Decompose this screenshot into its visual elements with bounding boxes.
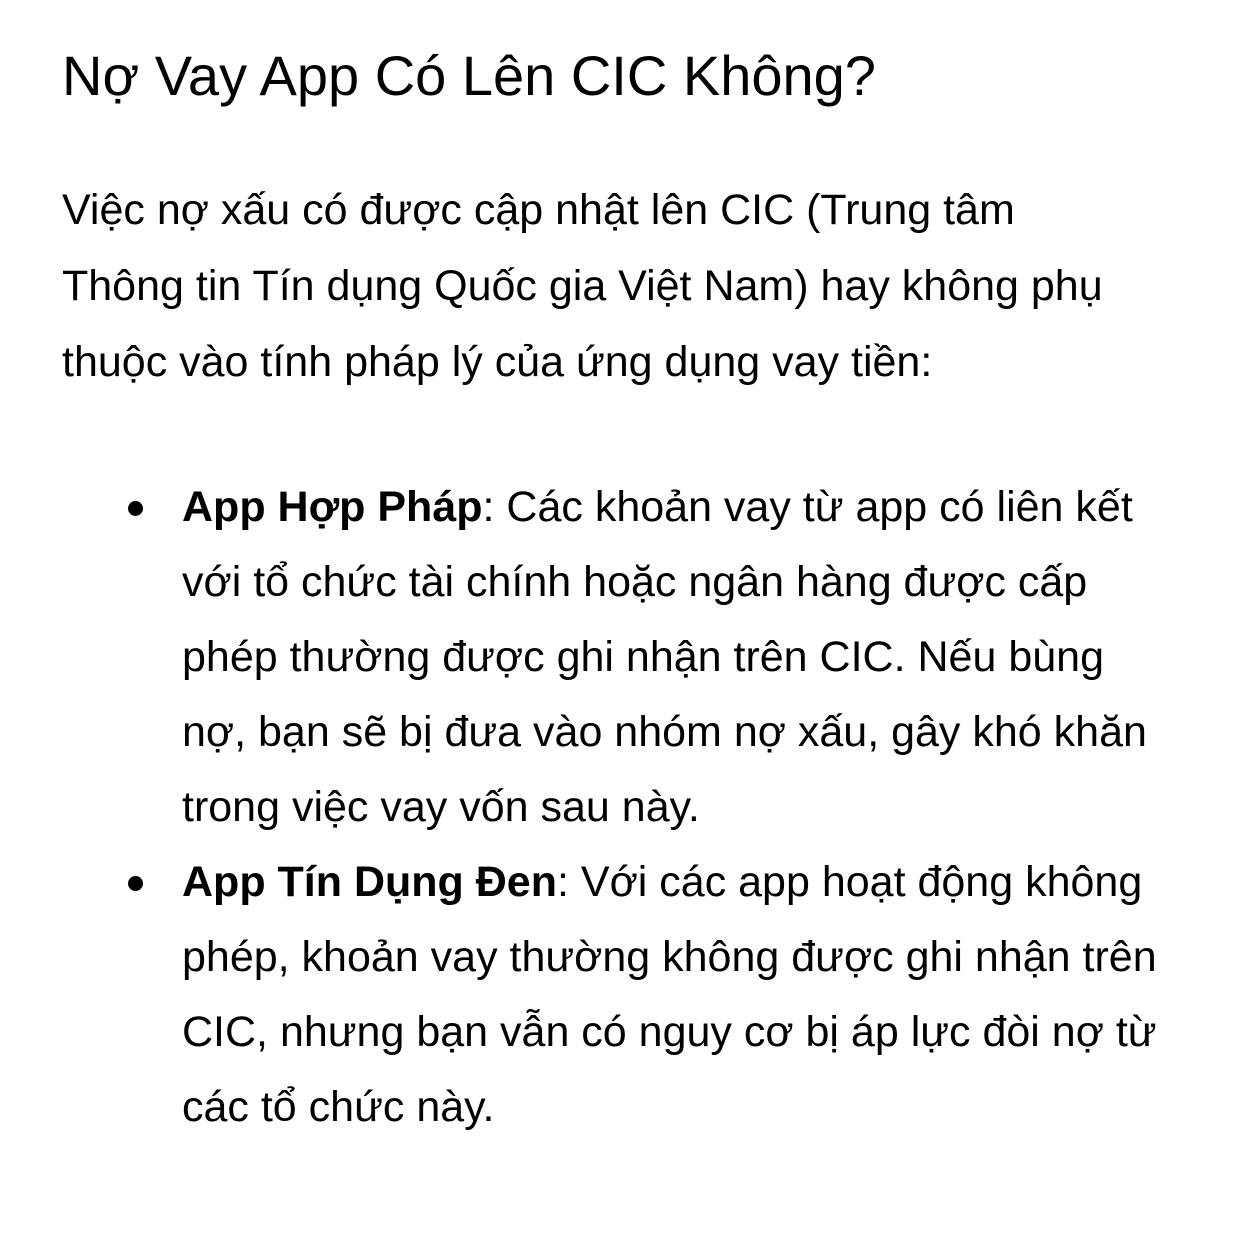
- bullet-term: App Hợp Pháp: [182, 483, 483, 531]
- bullet-icon: [128, 876, 143, 891]
- bullet-text: Các khoản vay từ app có liên kết với tổ chức tài chính hoặc ngân hàng được cấp phép thường được ghi nhận trên CIC. Nếu bùng nợ, bạn sẽ bị đưa vào nhóm nợ xấu, gây khó khăn trong việc vay vốn sau này.: [182, 483, 1147, 831]
- bullet-separator: :: [557, 858, 581, 906]
- list-item: [62, 470, 1172, 845]
- bullet-list: [62, 470, 1192, 1145]
- page-title: Nợ Vay App Có Lên CIC Không?: [62, 44, 876, 107]
- article: [62, 0, 1192, 1145]
- bullet-separator: :: [482, 483, 507, 531]
- bullet-term: App Tín Dụng Đen: [182, 858, 557, 906]
- bullet-text: Với các app hoạt động không phép, khoản vay thường không được ghi nhận trên CIC, nhưng bạn vẫn có nguy cơ bị áp lực đòi nợ từ các tổ chức này.: [182, 858, 1157, 1131]
- intro-paragraph: Việc nợ xấu có được cập nhật lên CIC (Trung tâm Thông tin Tín dụng Quốc gia Việt Nam) hay không phụ thuộc vào tính pháp lý của ứng dụng vay tiền:: [62, 186, 1103, 386]
- bullet-icon: [128, 501, 143, 516]
- list-item: [62, 845, 1172, 1145]
